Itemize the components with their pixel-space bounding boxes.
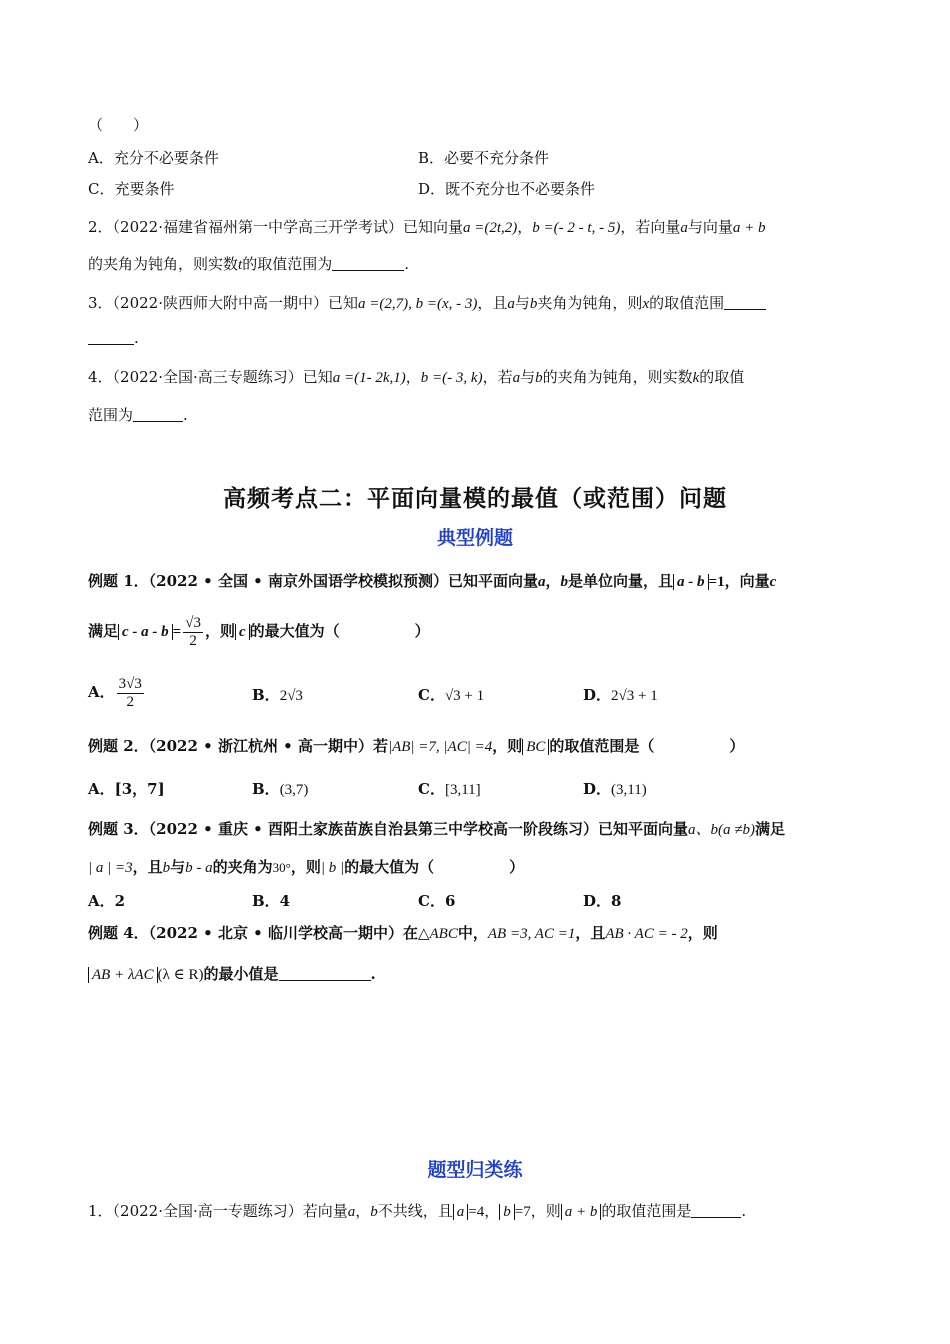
- example-2-option-a: A．[3，7]: [88, 780, 165, 798]
- q1-paren: （ ）: [88, 116, 149, 134]
- example-4-line-1: 例题 4．（2022 • 北京 • 临川学校高一期中）在△ABC中，AB =3, AC =1，且AB · AC = - 2，则: [88, 924, 718, 942]
- example-2-option-b: B．(3,7): [252, 780, 309, 798]
- subheading-examples: 典型例题: [436, 527, 513, 549]
- question-3-line-2: .: [88, 327, 862, 349]
- answer-blank[interactable]: [691, 1201, 741, 1218]
- example-3-line-2: | a | =3，且b与b - a的夹角为30°，则| b |的最大值为（ ）: [88, 858, 525, 876]
- example-2-option-c: C．[3,11]: [418, 780, 481, 798]
- example-3-option-d: D．8: [583, 892, 622, 910]
- subheading-practice: 题型归类练: [427, 1159, 523, 1181]
- example-1-option-a: A． $\frac{3√3}{2}$: [88, 675, 142, 710]
- example-1-option-d: D．2√3 + 1: [583, 686, 658, 704]
- example-4-line-2: AB + λAC (λ ∈ R)的最小值是 .: [88, 963, 862, 986]
- section-title: 高频考点二：平面向量模的最值（或范围）问题: [223, 486, 727, 512]
- answer-blank[interactable]: [332, 254, 404, 271]
- question-2-line-2: 的夹角为钝角，则实数t的取值范围为 .: [88, 255, 409, 273]
- answer-blank[interactable]: [133, 405, 183, 422]
- q1-option-a: A．充分不必要条件: [88, 149, 219, 167]
- example-1-option-b: B．2√3: [252, 686, 303, 704]
- example-2-option-d: D．(3,11): [583, 780, 647, 798]
- example-1-line-1: 例题 1．（2022 • 全国 • 南京外国语学校模拟预测）已知平面向量a，b是单位向量，且 a - b =1，向量c: [88, 572, 777, 590]
- answer-blank[interactable]: [279, 964, 371, 981]
- example-3-option-a: A．2: [88, 892, 126, 910]
- practice-1-line-1: 1．（2022·全国·高一专题练习）若向量a，b不共线，且 a =4， b =7，则 a + b 的取值范围是 .: [88, 1202, 747, 1220]
- example-1-option-c: C．√3 + 1: [418, 686, 485, 704]
- question-2-line-1: 2．（2022·福建省福州第一中学高三开学考试）已知向量a =(2t,2)，b =(- 2 - t, - 5)，若向量a与向量a + b: [88, 218, 766, 236]
- q1-option-d: D．既不充分也不必要条件: [418, 180, 596, 198]
- question-4-line-1: 4．（2022·全国·高三专题练习）已知a =(1- 2k,1)，b =(- 3, k)，若a与b的夹角为钝角，则实数k的取值: [88, 368, 745, 386]
- answer-blank[interactable]: [88, 328, 134, 345]
- example-3-option-b: B．4: [252, 892, 291, 910]
- answer-blank[interactable]: [724, 293, 766, 310]
- example-3-option-c: C．6: [418, 892, 456, 910]
- example-2-line-1: 例题 2．（2022 • 浙江杭州 • 高一期中）若|AB| =7, |AC| =4，则 BC 的取值范围是（ ）: [88, 737, 745, 755]
- q1-option-b: B．必要不充分条件: [418, 149, 550, 167]
- q1-option-c: C．充要条件: [88, 180, 175, 198]
- example-1-line-2: 满足 c - a - b = $\frac{√3}{2}$ ，则 c 的最大值为（ ）: [88, 614, 430, 649]
- question-3-line-1: 3．（2022·陕西师大附中高一期中）已知a =(2,7), b =(x, - 3)，且a与b夹角为钝角，则x的取值范围: [88, 292, 862, 315]
- question-4-line-2: 范围为 .: [88, 406, 188, 424]
- example-3-line-1: 例题 3．（2022 • 重庆 • 酉阳土家族苗族自治县第三中学校高一阶段练习）已知平面向量a、b(a ≠b)满足: [88, 820, 785, 838]
